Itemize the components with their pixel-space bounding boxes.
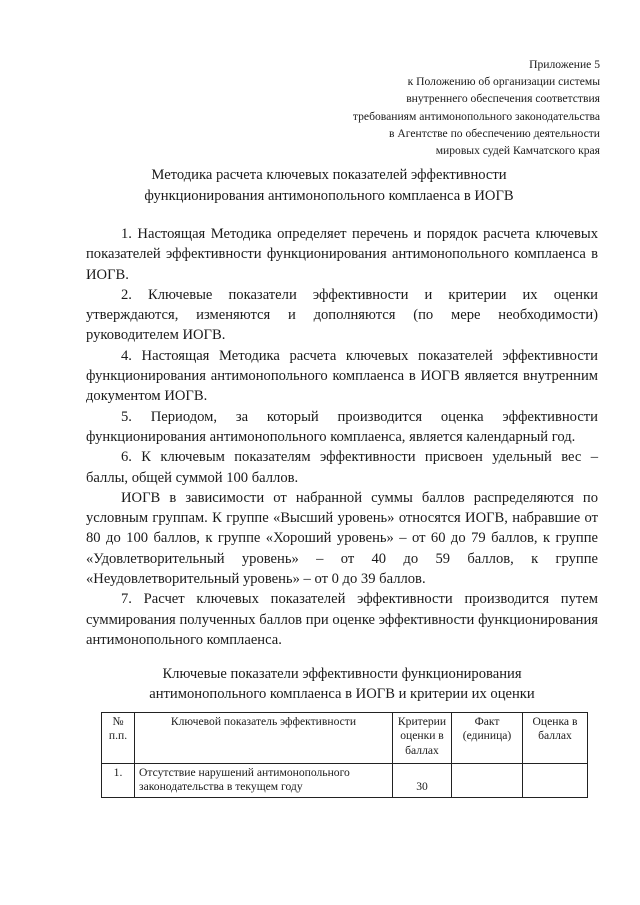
paragraph: 4. Настоящая Методика расчета ключевых показателей эффективности функционирования антимонопольного комплаенса в ИОГВ является внутренним документом ИОГВ. — [86, 347, 598, 405]
table-title-line: антимонопольного комплаенса в ИОГВ и критерии их оценки — [149, 686, 535, 703]
appendix-line: мировых судей Камчатского края — [435, 144, 600, 158]
document-body — [86, 224, 598, 650]
cell-num: 1. — [102, 764, 135, 798]
paragraph: 1. Настоящая Методика определяет перечень и порядок расчета ключевых показателей эффективности функционирования антимонопольного комплаенса в ИОГВ. — [86, 226, 598, 283]
header-indicator: Ключевой показатель эффективности — [135, 713, 393, 764]
table-row — [102, 764, 588, 798]
paragraph: 7. Расчет ключевых показателей эффективности производится путем суммирования полученных баллов при оценке эффективности функционирования антимонопольного комплаенса. — [86, 591, 598, 648]
criteria-value: 30 — [416, 780, 428, 793]
cell-criteria — [393, 764, 452, 798]
paragraph: 6. К ключевым показателям эффективности присвоен удельный вес – баллы, общей суммой 100 баллов. — [86, 449, 598, 486]
appendix-line: внутреннего обеспечения соответствия — [406, 92, 600, 106]
paragraph: ИОГВ в зависимости от набранной суммы баллов распределяются по условным группам. К группе «Высший уровень» относятся ИОГВ, набравшие от 80 до 100 баллов, к группе «Хороший уровень» – от 60 до 79 баллов, к группе «Удовлетворительный уровень» – от 40 до 59 баллов, к группе «Неудовлетворительный уровень» – от 0 до 39 баллов. — [86, 489, 598, 588]
table-header-row — [102, 713, 588, 764]
title-line: функционирования антимонопольного комплаенса в ИОГВ — [144, 188, 514, 204]
appendix-header — [240, 56, 600, 159]
cell-indicator: Отсутствие нарушений антимонопольного законодательства в текущем году — [135, 764, 393, 798]
cell-fact — [452, 764, 523, 798]
table-title-line: Ключевые показатели эффективности функционирования — [162, 666, 522, 682]
paragraph: 2. Ключевые показатели эффективности и критерии их оценки утверждаются, изменяются и дополняются (по мере необходимости) руководителем ИОГВ. — [86, 286, 598, 344]
table-title — [120, 664, 564, 705]
kpi-table — [101, 712, 588, 798]
cell-score — [523, 764, 588, 798]
appendix-line: в Агентстве по обеспечению деятельности — [389, 126, 600, 140]
document-title — [90, 165, 568, 207]
appendix-line: Приложение 5 — [529, 58, 600, 71]
paragraph: 5. Периодом, за который производится оценка эффективности функционирования антимонопольного комплаенса, является календарный год. — [86, 408, 598, 445]
appendix-line: к Положению об организации системы — [407, 75, 600, 89]
appendix-line: требованиям антимонопольного законодательства — [352, 109, 600, 123]
header-num: № п.п. — [102, 713, 135, 764]
title-line: Методика расчета ключевых показателей эффективности — [151, 167, 507, 183]
header-fact: Факт (единица) — [452, 713, 523, 764]
header-score: Оценка в баллах — [523, 713, 588, 764]
header-criteria: Критерии оценки в баллах — [393, 713, 452, 764]
